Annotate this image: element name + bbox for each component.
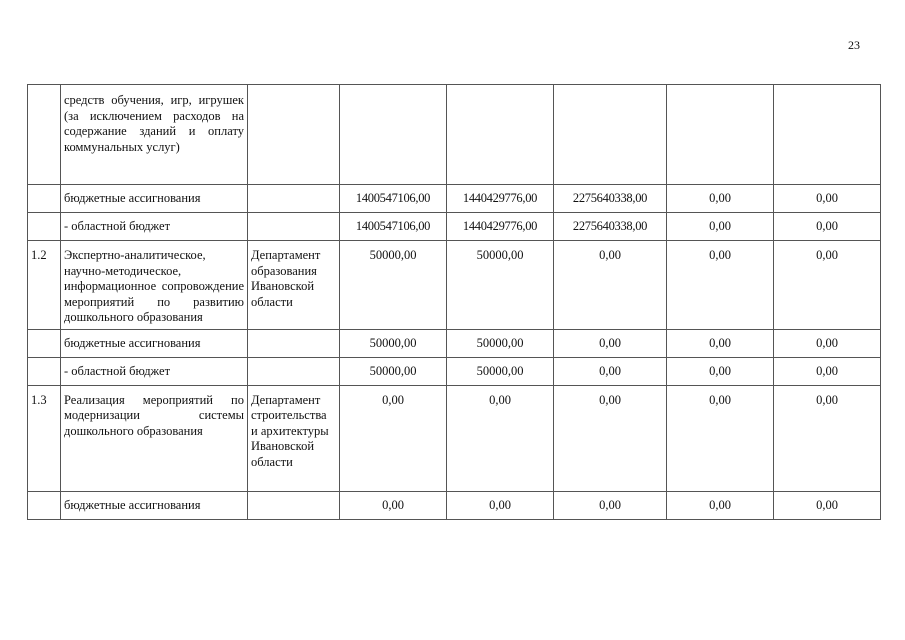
responsible-executor xyxy=(248,491,340,519)
responsible-executor xyxy=(248,357,340,385)
amount-cell: 0,00 xyxy=(340,385,447,491)
activity-name: - областной бюджет xyxy=(61,357,248,385)
amount-cell: 1440429776,00 xyxy=(447,185,554,213)
activity-name: средств обучения, игр, игрушек (за исключением расходов на содержание зданий и оплату коммунальных услуг) xyxy=(61,85,248,185)
amount-cell: 50000,00 xyxy=(340,241,447,330)
amount-cell: 0,00 xyxy=(774,329,881,357)
amount-cell: 0,00 xyxy=(774,185,881,213)
table-row xyxy=(28,185,881,213)
amount-cell xyxy=(667,85,774,185)
amount-cell: 0,00 xyxy=(667,491,774,519)
amount-cell: 0,00 xyxy=(667,185,774,213)
activity-name: Экспертно-аналитическое, научно-методическое, информационное сопровождение мероприятий по развитию дошкольного образования xyxy=(61,241,248,330)
amount-cell: 1400547106,00 xyxy=(340,213,447,241)
amount-cell xyxy=(447,85,554,185)
amount-cell xyxy=(774,85,881,185)
row-number xyxy=(28,213,61,241)
activity-name: бюджетные ассигнования xyxy=(61,491,248,519)
row-number xyxy=(28,185,61,213)
budget-table xyxy=(27,84,881,520)
row-number xyxy=(28,357,61,385)
amount-cell: 0,00 xyxy=(667,329,774,357)
table-row xyxy=(28,385,881,491)
amount-cell: 1400547106,00 xyxy=(340,185,447,213)
amount-cell: 50000,00 xyxy=(340,329,447,357)
amount-cell: 0,00 xyxy=(667,385,774,491)
activity-name: бюджетные ассигнования xyxy=(61,329,248,357)
amount-cell: 0,00 xyxy=(340,491,447,519)
table-row xyxy=(28,241,881,330)
amount-cell: 0,00 xyxy=(447,491,554,519)
activity-name: - областной бюджет xyxy=(61,213,248,241)
page-number: 23 xyxy=(848,38,860,52)
row-number xyxy=(28,85,61,185)
row-number xyxy=(28,329,61,357)
table-row xyxy=(28,357,881,385)
table-row xyxy=(28,491,881,519)
amount-cell: 0,00 xyxy=(774,385,881,491)
amount-cell xyxy=(554,85,667,185)
table-row xyxy=(28,329,881,357)
table-row xyxy=(28,85,881,185)
amount-cell: 2275640338,00 xyxy=(554,213,667,241)
amount-cell: 0,00 xyxy=(774,491,881,519)
amount-cell: 0,00 xyxy=(554,357,667,385)
activity-name: Реализация мероприятий по модернизации системы дошкольного образования xyxy=(61,385,248,491)
amount-cell: 0,00 xyxy=(774,213,881,241)
amount-cell: 0,00 xyxy=(554,491,667,519)
responsible-executor xyxy=(248,185,340,213)
amount-cell: 1440429776,00 xyxy=(447,213,554,241)
amount-cell: 0,00 xyxy=(667,241,774,330)
responsible-executor xyxy=(248,85,340,185)
responsible-executor: Департамент строительства и архитектуры Ивановской области xyxy=(248,385,340,491)
amount-cell: 0,00 xyxy=(774,241,881,330)
amount-cell xyxy=(340,85,447,185)
amount-cell: 0,00 xyxy=(774,357,881,385)
amount-cell: 0,00 xyxy=(554,329,667,357)
amount-cell: 0,00 xyxy=(554,241,667,330)
activity-name: бюджетные ассигнования xyxy=(61,185,248,213)
row-number: 1.2 xyxy=(28,241,61,330)
table-row xyxy=(28,213,881,241)
amount-cell: 0,00 xyxy=(667,213,774,241)
amount-cell: 0,00 xyxy=(554,385,667,491)
amount-cell: 50000,00 xyxy=(447,357,554,385)
responsible-executor: Департамент образования Ивановской области xyxy=(248,241,340,330)
row-number: 1.3 xyxy=(28,385,61,491)
amount-cell: 2275640338,00 xyxy=(554,185,667,213)
row-number xyxy=(28,491,61,519)
responsible-executor xyxy=(248,329,340,357)
amount-cell: 50000,00 xyxy=(447,329,554,357)
amount-cell: 50000,00 xyxy=(340,357,447,385)
responsible-executor xyxy=(248,213,340,241)
amount-cell: 0,00 xyxy=(447,385,554,491)
amount-cell: 0,00 xyxy=(667,357,774,385)
amount-cell: 50000,00 xyxy=(447,241,554,330)
